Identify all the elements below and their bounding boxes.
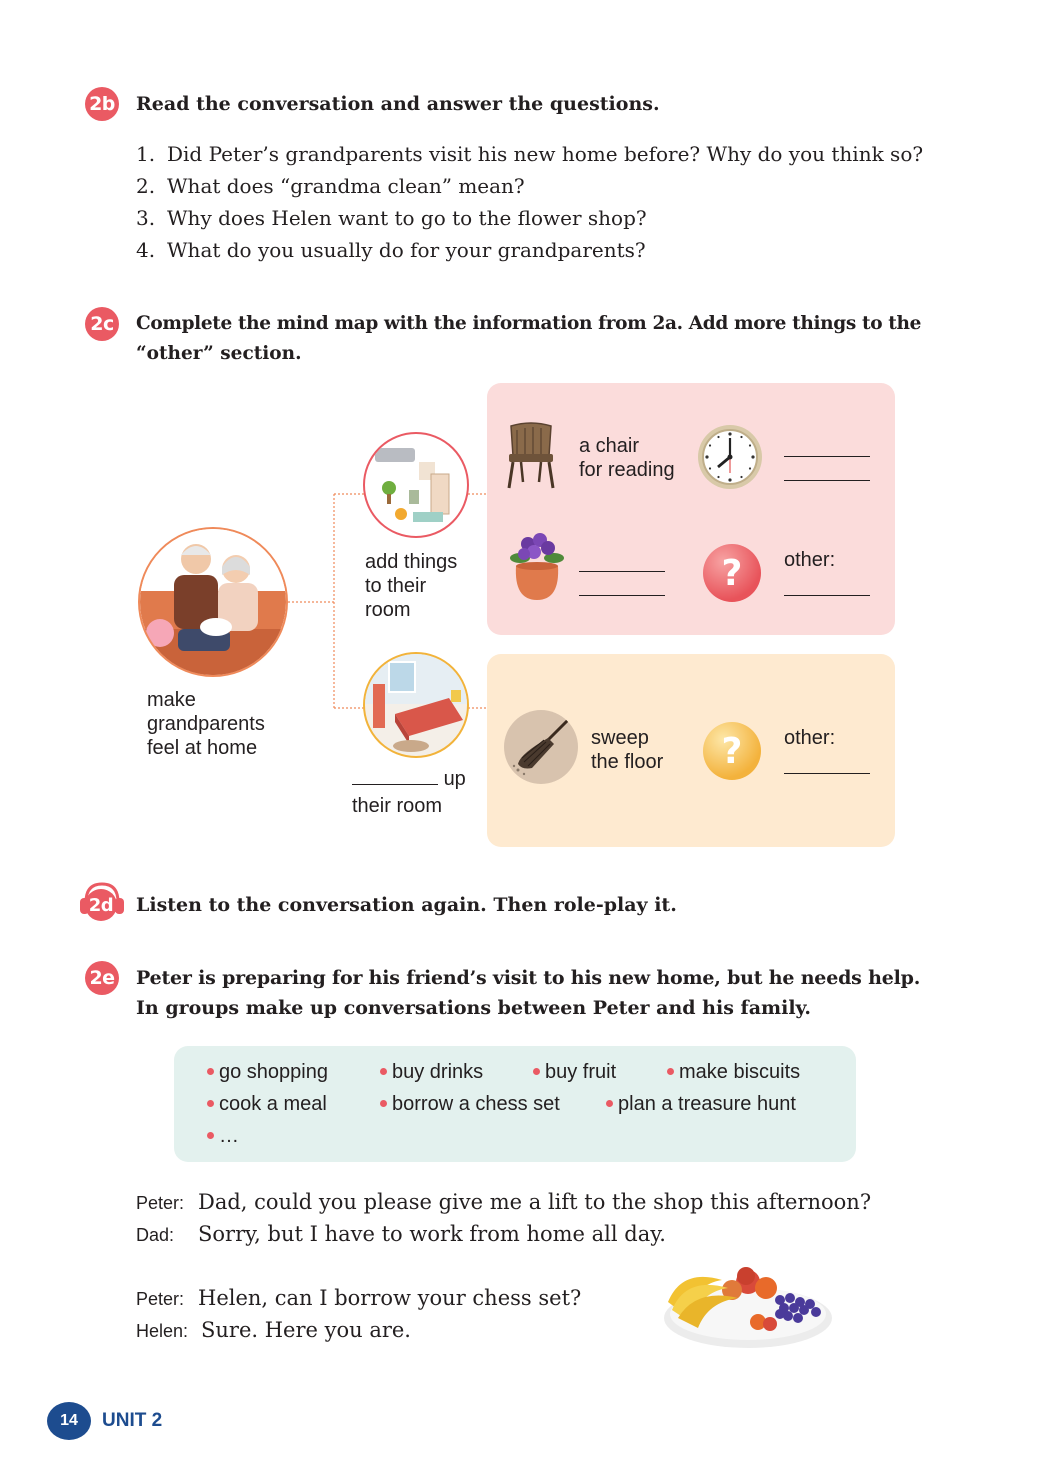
instruction-2b: Read the conversation and answer the questions. [136,93,660,115]
question-list [136,138,923,266]
dialogue-line: Peter: Helen, can I borrow your chess set? [136,1286,582,1310]
vocab-item: buy fruit [533,1061,616,1084]
vocab-item: cook a meal [207,1093,327,1116]
sweep-label: sweep the floor [591,727,664,773]
question-item: 4. What do you usually do for your grandparents? [136,238,646,262]
answer-blank[interactable] [784,435,870,457]
flower-pot-icon [506,530,568,602]
question-item: 3. Why does Helen want to go to the flower shop? [136,206,647,230]
dialogue-line: Dad: Sorry, but I have to work from home all day. [136,1222,666,1246]
bedroom-image [363,652,469,758]
dialogue-line: Helen: Sure. Here you are. [136,1318,411,1342]
branch-top-label: add things to their room [365,551,458,621]
answer-blank[interactable] [784,459,870,481]
question-item: 2. What does “grandma clean” mean? [136,174,525,198]
page-number: 14 [47,1402,91,1440]
dialogue-line: Peter: Dad, could you please give me a lift to the shop this afternoon? [136,1190,872,1214]
vocab-item: plan a treasure hunt [606,1093,796,1116]
instruction-2c-line2: “other” section. [136,343,302,364]
instruction-2e-line1: Peter is preparing for his friend’s visit to his new home, but he needs help. [136,967,921,989]
branch-bottom-label: up their room [352,768,466,817]
vocab-item: buy drinks [380,1061,483,1084]
clock-icon [696,423,764,491]
answer-blank[interactable] [579,550,665,572]
question-item: 1. Did Peter’s grandparents visit his new home before? Why do you think so? [136,142,924,166]
vocab-item: … [207,1125,239,1148]
fruit-plate-image [662,1262,834,1352]
section-badge-2e: 2e [85,961,119,995]
section-badge-2c: 2c [85,307,119,341]
center-label: make grandparents feel at home [147,689,265,759]
vocab-item: go shopping [207,1061,328,1084]
yellow-other-label: other: [784,727,836,749]
pink-other-label: other: [784,549,836,571]
answer-blank[interactable] [784,574,870,596]
answer-blank[interactable] [579,574,665,596]
chair-label: a chair for reading [579,435,675,481]
unit-label: UNIT 2 [102,1410,163,1431]
furniture-image [363,432,469,538]
answer-blank[interactable] [784,752,870,774]
broom-icon [504,710,578,784]
instruction-2d: Listen to the conversation again. Then role-play it. [136,894,677,916]
section-badge-2b: 2b [85,87,119,121]
chair-icon [503,420,559,490]
instruction-2c-line1: Complete the mind map with the information from 2a. Add more things to the [136,313,921,334]
instruction-2e-line2: In groups make up conversations between Peter and his family. [136,997,812,1019]
question-mark-icon: ? [703,544,761,602]
vocab-item: make biscuits [667,1061,800,1084]
vocab-item: borrow a chess set [380,1093,560,1116]
grandparents-image [138,527,288,677]
answer-blank[interactable] [352,784,438,785]
question-mark-icon: ? [703,722,761,780]
section-badge-2d: 2d [85,889,117,921]
